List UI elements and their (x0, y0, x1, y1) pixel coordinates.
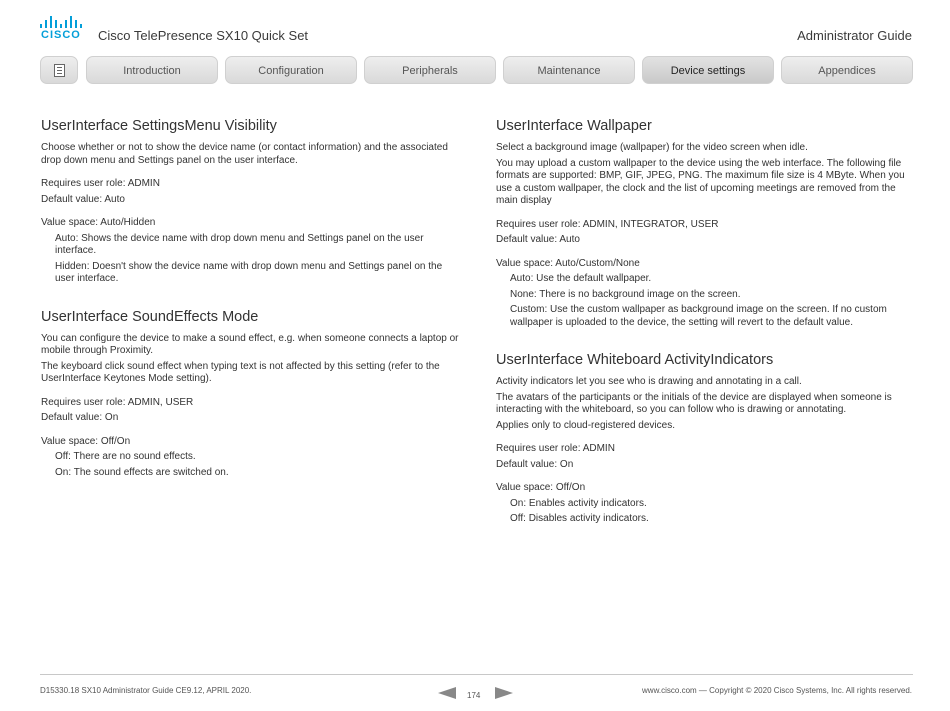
settingsmenu-visibility-section (41, 117, 461, 286)
soundeffects-mode-section (41, 308, 461, 480)
document-title: Cisco TelePresence SX10 Quick Set (98, 28, 309, 43)
section-title: UserInterface SettingsMenu Visibility (41, 118, 277, 134)
user-role: Requires user role: ADMIN (41, 178, 160, 189)
value-option: Custom: Use the custom wallpaper as background image on the screen. If no custom wallpaper is uploaded to the device, the setting will revert to the default value. (510, 304, 887, 328)
whiteboard-activityindicators-section (496, 351, 916, 526)
page-header (0, 0, 950, 50)
tab-maintenance[interactable]: Maintenance (503, 56, 635, 84)
cisco-logo-text: CISCO (41, 29, 81, 41)
section-title: UserInterface Wallpaper (496, 118, 652, 134)
value-option: Hidden: Doesn't show the device name with drop down menu and Settings panel on the user interface. (55, 260, 443, 284)
value-option: Auto: Shows the device name with drop down menu and Settings panel on the user interface. (55, 232, 424, 256)
section-description: You can configure the device to make a sound effect, e.g. when someone connects a laptop or mobile through Proximity. (41, 332, 459, 356)
cisco-logo (40, 16, 84, 42)
section-description: The avatars of the participants or the initials of the device are displayed when someone is interacting with the whiteboard, so you can follow who is drawing or annotating. (496, 391, 892, 415)
section-title: UserInterface SoundEffects Mode (41, 308, 259, 325)
contents-menu-button[interactable] (40, 56, 78, 84)
navigation-tabs (40, 56, 913, 84)
right-column (496, 117, 916, 548)
footer-document-id: D15330.18 SX10 Administrator Guide CE9.12, APRIL 2020. (40, 686, 252, 695)
section-title: UserInterface Whiteboard ActivityIndicators (496, 352, 774, 368)
default-value: Default value: Auto (496, 234, 580, 245)
user-role: Requires user role: ADMIN, USER (41, 396, 194, 408)
tab-peripherals[interactable]: Peripherals (364, 56, 496, 84)
value-option: Off: There are no sound effects. (55, 451, 196, 462)
tab-configuration[interactable]: Configuration (225, 56, 357, 84)
section-description: The keyboard click sound effect when typing text is not affected by this setting (refer to the UserInterface Keytones Mode setting). (41, 360, 440, 384)
footer-copyright: www.cisco.com — Copyright © 2020 Cisco Systems, Inc. All rights reserved. (642, 686, 912, 695)
section-description: Applies only to cloud-registered devices. (496, 419, 675, 431)
value-option: Off: Disables activity indicators. (510, 513, 649, 524)
wallpaper-section (496, 117, 916, 329)
cisco-bars-icon (40, 16, 84, 28)
footer-divider (40, 674, 913, 675)
value-space: Value space: Off/On (496, 482, 586, 493)
value-option: On: The sound effects are switched on. (55, 466, 229, 478)
user-role: Requires user role: ADMIN, INTEGRATOR, USER (496, 218, 719, 230)
section-description: Activity indicators let you see who is drawing and annotating in a call. (496, 376, 802, 387)
left-column (41, 117, 461, 501)
value-space: Value space: Off/On (41, 435, 131, 447)
section-description: You may upload a custom wallpaper to the device using the web interface. The following file formats are supported: BMP, GIF, JPEG, PNG. The maximum file size is 4 MByte. When you use a custom wallpaper, the clock and the list of upcoming meetings are removed from the main display (496, 157, 905, 206)
section-description: Choose whether or not to show the device name (or contact information) and the associated drop down menu and Settings panel on the user interface. (41, 142, 448, 166)
guide-title: Administrator Guide (797, 28, 912, 43)
section-description: Select a background image (wallpaper) for the video screen when idle. (496, 142, 808, 153)
default-value: Default value: Auto (41, 193, 125, 205)
tab-introduction[interactable]: Introduction (86, 56, 218, 84)
tab-device-settings[interactable]: Device settings (642, 56, 774, 84)
tab-appendices[interactable]: Appendices (781, 56, 913, 84)
default-value: Default value: On (496, 458, 574, 470)
value-option: Auto: Use the default wallpaper. (510, 273, 652, 284)
document-icon (54, 64, 65, 77)
page-number: 174 (467, 691, 481, 700)
user-role: Requires user role: ADMIN (496, 443, 615, 454)
next-page-arrow-icon[interactable] (495, 687, 513, 699)
value-space: Value space: Auto/Custom/None (496, 257, 640, 269)
previous-page-arrow-icon[interactable] (438, 687, 456, 699)
value-space: Value space: Auto/Hidden (41, 217, 156, 228)
value-option: None: There is no background image on the screen. (510, 288, 741, 300)
default-value: Default value: On (41, 412, 119, 423)
value-option: On: Enables activity indicators. (510, 497, 647, 509)
